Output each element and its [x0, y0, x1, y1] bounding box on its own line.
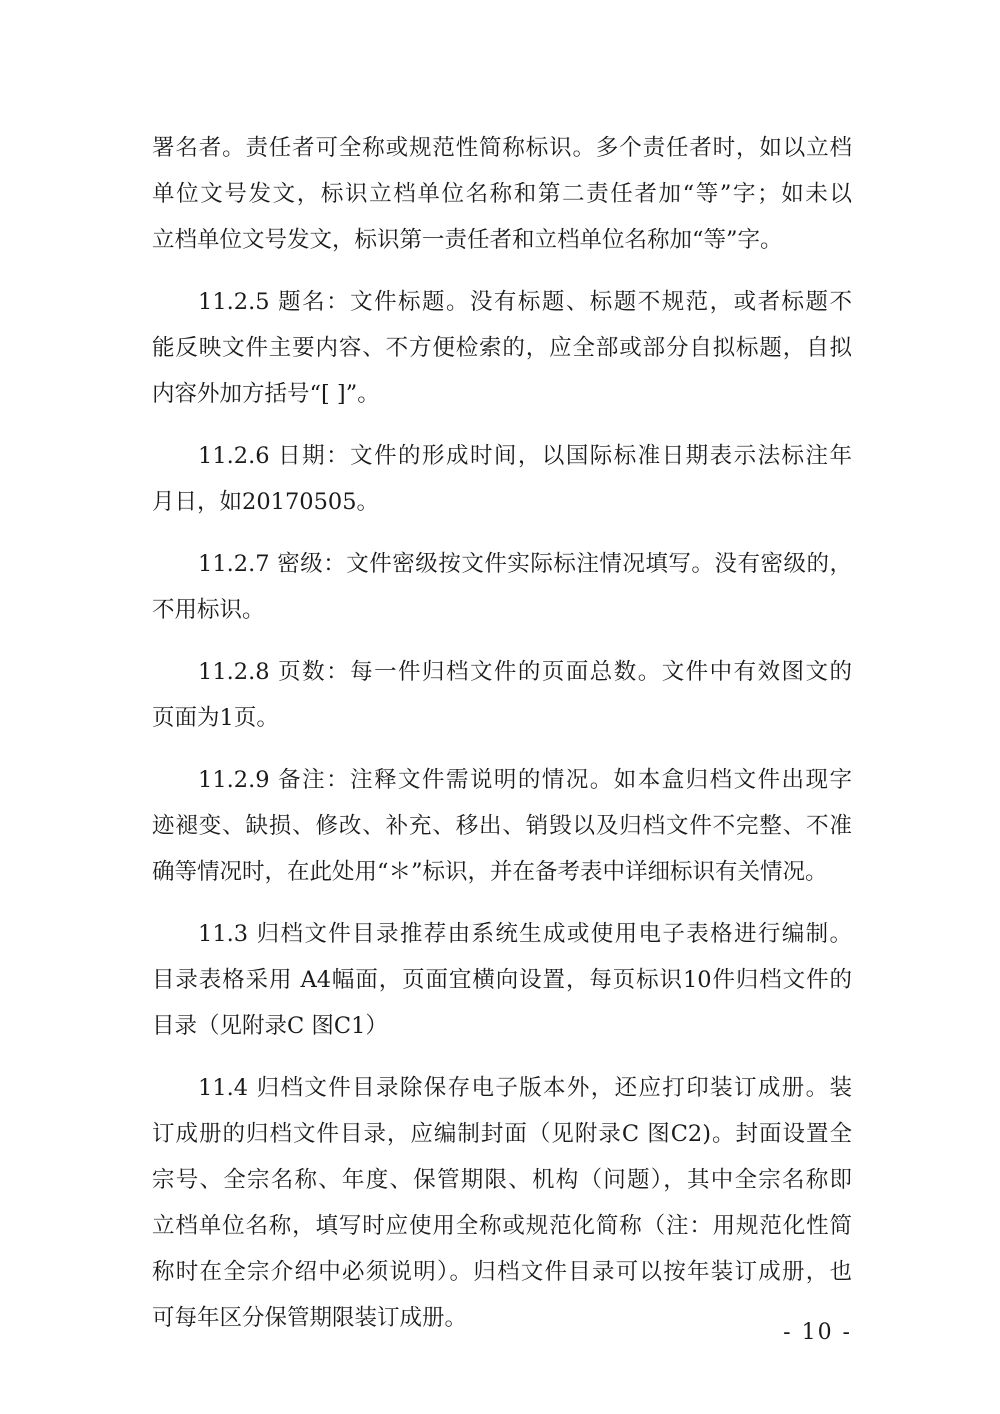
- text-line: 目录（见附录C 图C1）: [152, 1013, 388, 1039]
- text-line: 11.2.7 密级：文件密级按文件实际标注情况填写。没有密级的，: [198, 551, 852, 577]
- text-line: 宗号、全宗名称、年度、保管期限、机构（问题），其中全宗名称即: [152, 1167, 852, 1193]
- text-line: 11.2.5 题名：文件标题。没有标题、标题不规范，或者标题不: [198, 289, 852, 315]
- text-line: 确等情况时，在此处用“＊”标识，并在备考表中详细标识有关情况。: [152, 859, 828, 885]
- paragraph-signatory-continuation: [152, 125, 852, 263]
- text-line: 月日，如20170505。: [152, 489, 380, 515]
- paragraph-11-2-6-date: [152, 433, 852, 525]
- text-line: 页面为1页。: [152, 705, 279, 731]
- paragraph-11-2-8-page-count: [152, 649, 852, 741]
- text-line: 署名者。责任者可全称或规范性简称标识。多个责任者时，如以立档: [152, 135, 852, 161]
- text-line: 11.2.8 页数：每一件归档文件的页面总数。文件中有效图文的: [198, 659, 852, 685]
- paragraph-11-2-5-title: [152, 279, 852, 417]
- text-line: 订成册的归档文件目录，应编制封面（见附录C 图C2)。封面设置全: [152, 1121, 852, 1147]
- paragraph-11-3-catalog-generation: [152, 911, 852, 1049]
- paragraph-11-2-9-remarks: [152, 757, 852, 895]
- text-line: 立档单位文号发文，标识第一责任者和立档单位名称加“等”字。: [152, 227, 783, 253]
- text-line: 11.3 归档文件目录推荐由系统生成或使用电子表格进行编制。: [198, 921, 852, 947]
- text-line: 单位文号发文，标识立档单位名称和第二责任者加“等”字；如未以: [152, 181, 852, 207]
- text-line: 不用标识。: [152, 597, 265, 623]
- text-line: 立档单位名称，填写时应使用全称或规范化简称（注：用规范化性简: [152, 1213, 852, 1239]
- document-body: [152, 125, 852, 1341]
- text-line: 可每年区分保管期限装订成册。: [152, 1305, 468, 1331]
- page-number: - 10 -: [783, 1320, 852, 1345]
- text-line: 内容外加方括号“[ ]”。: [152, 381, 380, 407]
- text-line: 11.2.9 备注：注释文件需说明的情况。如本盒归档文件出现字: [198, 767, 852, 793]
- text-line: 能反映文件主要内容、不方便检索的，应全部或部分自拟标题，自拟: [152, 335, 852, 361]
- paragraph-11-4-catalog-binding: [152, 1065, 852, 1341]
- text-line: 11.4 归档文件目录除保存电子版本外，还应打印装订成册。装: [198, 1075, 852, 1101]
- text-line: 称时在全宗介绍中必须说明）。归档文件目录可以按年装订成册，也: [152, 1259, 852, 1285]
- text-line: 目录表格采用 A4幅面，页面宜横向设置，每页标识10件归档文件的: [152, 967, 852, 993]
- paragraph-11-2-7-classification: [152, 541, 852, 633]
- text-line: 迹褪变、缺损、修改、补充、移出、销毁以及归档文件不完整、不准: [152, 813, 852, 839]
- text-line: 11.2.6 日期：文件的形成时间，以国际标准日期表示法标注年: [198, 443, 852, 469]
